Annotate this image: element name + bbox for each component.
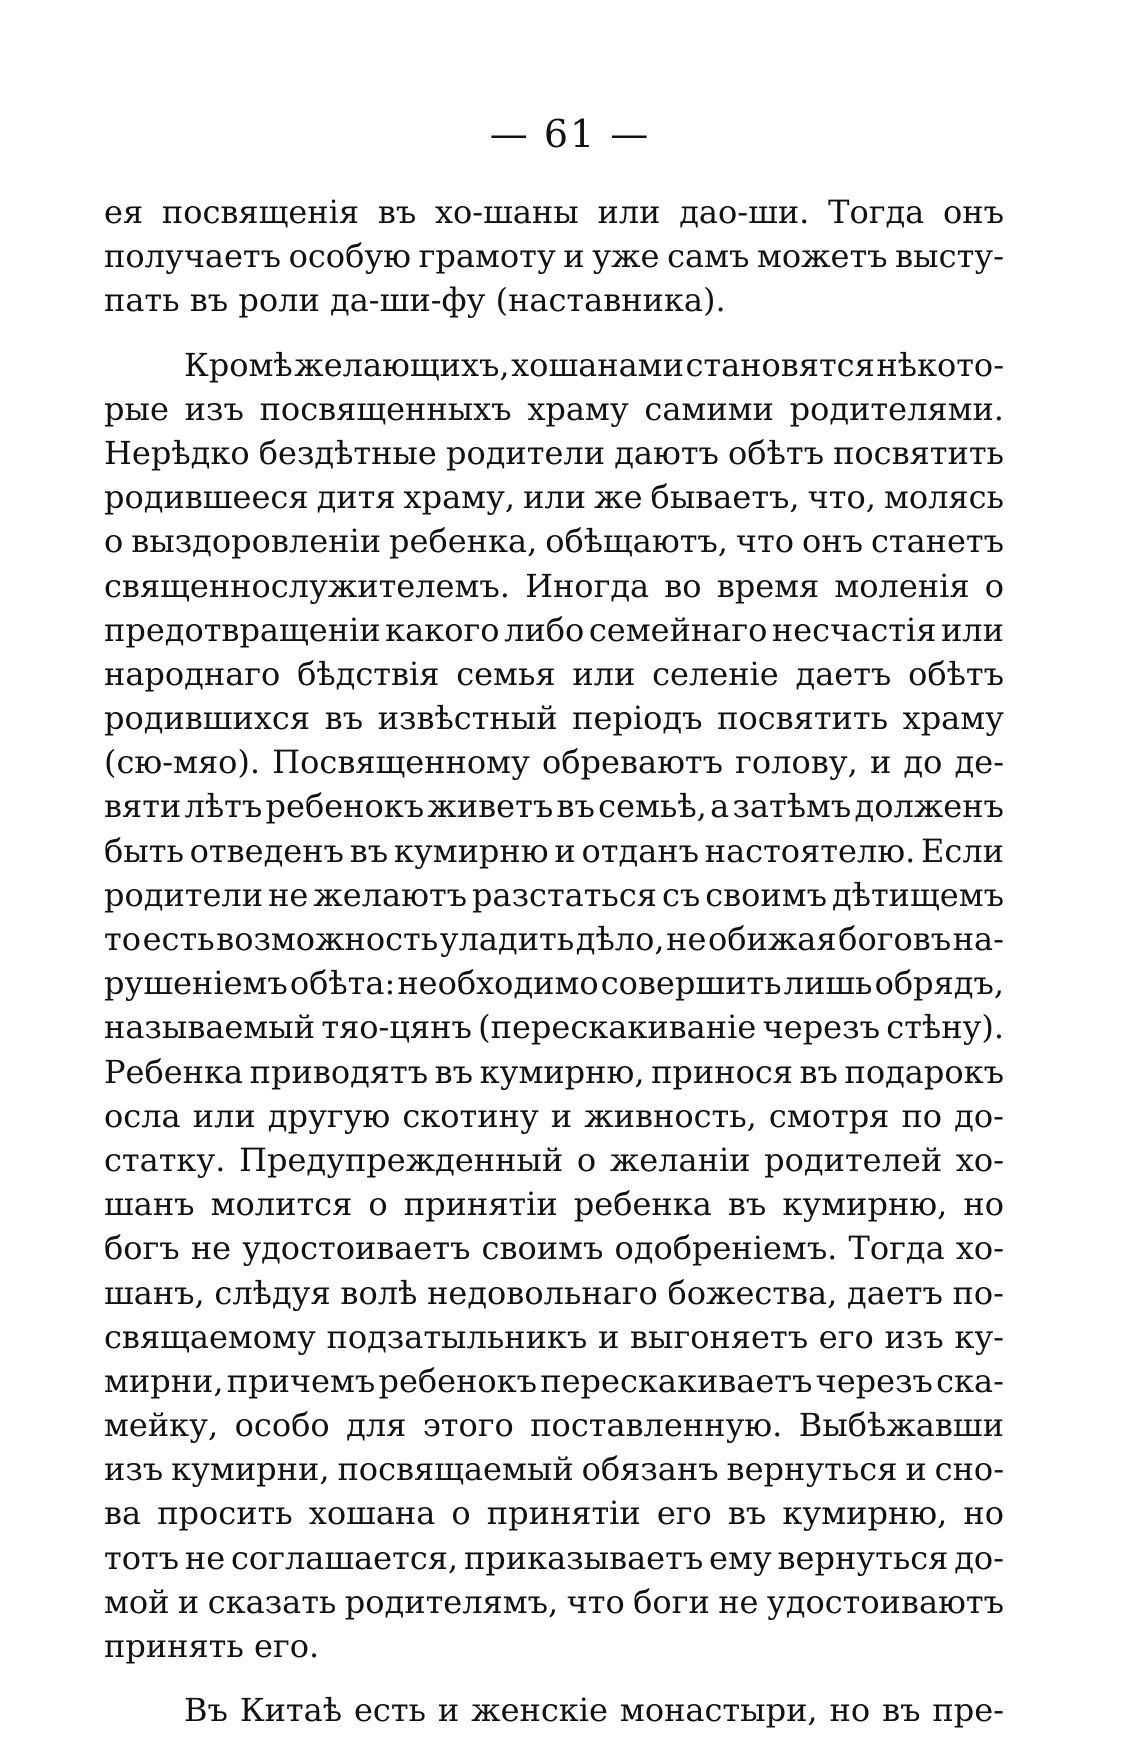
paragraph [104,343,1004,1669]
text-line: свящаемому подзатыльникъ и выгоняетъ его изъ ку- [104,1317,1004,1356]
text-line: мирни, причемъ ребенокъ перескакиваетъ черезъ ска- [104,1361,1004,1400]
text-line: предотвращеніи какого либо семейнаго несчастія или [104,610,1004,649]
text-line: богъ не удостоиваетъ своимъ одобреніемъ. Тогда хо- [104,1229,1004,1268]
text-line: мой и сказать родителямъ, что боги не удостоиваютъ [104,1582,1004,1621]
text-line: мейку, особо для этого поставленную. Выбѣжавши [104,1406,1004,1445]
page-number: — 61 — [489,112,651,156]
text-line: называемый тяо-цянъ (перескакиваніе черезъ стѣну). [104,1008,1004,1047]
body-text [104,190,1004,1732]
text-line: народнаго бѣдствія семья или селеніе даетъ обѣтъ [104,654,1004,693]
text-line: принять его. [104,1627,320,1665]
text-line: тотъ не соглашается, приказываетъ ему вернуться до- [104,1538,1004,1577]
text-line: Въ Китаѣ есть и женскіе монастыри, но въ пре- [184,1691,1004,1730]
text-line: (сю-мяо). Посвященному обреваютъ голову, и до де- [104,743,1004,782]
text-line: шанъ, слѣдуя волѣ недовольнаго божества, даетъ по- [104,1273,1004,1312]
text-line: шанъ молится о принятіи ребенка въ кумирню, но [104,1185,1004,1224]
text-line: о выздоровленіи ребенка, обѣщаютъ, что онъ станетъ [104,522,1004,561]
text-line: рые изъ посвященныхъ храму самими родителями. [104,389,1004,428]
text-line: ея посвященія въ хо-шаны или дао-ши. Тогда онъ [104,193,1004,231]
text-line: родители не желаютъ разстаться съ своимъ дѣтищемъ [104,875,1004,914]
text-line: изъ кумирни, посвящаемый обязанъ вернуться и сно- [104,1450,1004,1489]
text-line: родившихся въ извѣстный періодъ посвятить храму [104,699,1004,738]
text-line: Кромѣ желающихъ, хошанами становятся нѣкото- [184,345,1004,384]
text-line: то есть возможность уладить дѣло, не обижая боговъ на- [104,920,1004,958]
text-line: вяти лѣтъ ребенокъ живетъ въ семьѣ, а затѣмъ долженъ [104,787,1004,826]
text-line: статку. Предупрежденный о желаніи родителей хо- [104,1140,1004,1179]
text-line: Нерѣдко бездѣтные родители даютъ обѣтъ посвятить [104,433,1004,472]
paragraph [104,1688,1004,1732]
paragraph-gap [104,323,1004,343]
paragraph-gap [104,1668,1004,1688]
text-line: священнослужителемъ. Иногда во время моленія о [104,566,1004,605]
text-line: Ребенка приводятъ въ кумирню, принося въ подарокъ [104,1052,1004,1091]
paragraph [104,190,1004,323]
text-line: осла или другую скотину и живность, смотря по до- [104,1096,1004,1135]
text-line: рушеніемъ обѣта: необходимо совершить лишь обрядъ, [104,964,1004,1003]
text-line: быть отведенъ въ кумирню и отданъ настоятелю. Если [104,831,1004,870]
text-line: пать въ роли да-ши-фу (наставника). [104,281,726,320]
text-line: получаетъ особую грамоту и уже самъ можетъ высту- [104,237,1004,276]
text-line: родившееся дитя храму, или же бываетъ, что, молясь [104,478,1004,517]
text-line: ва просить хошана о принятіи его въ кумирню, но [104,1494,1004,1533]
